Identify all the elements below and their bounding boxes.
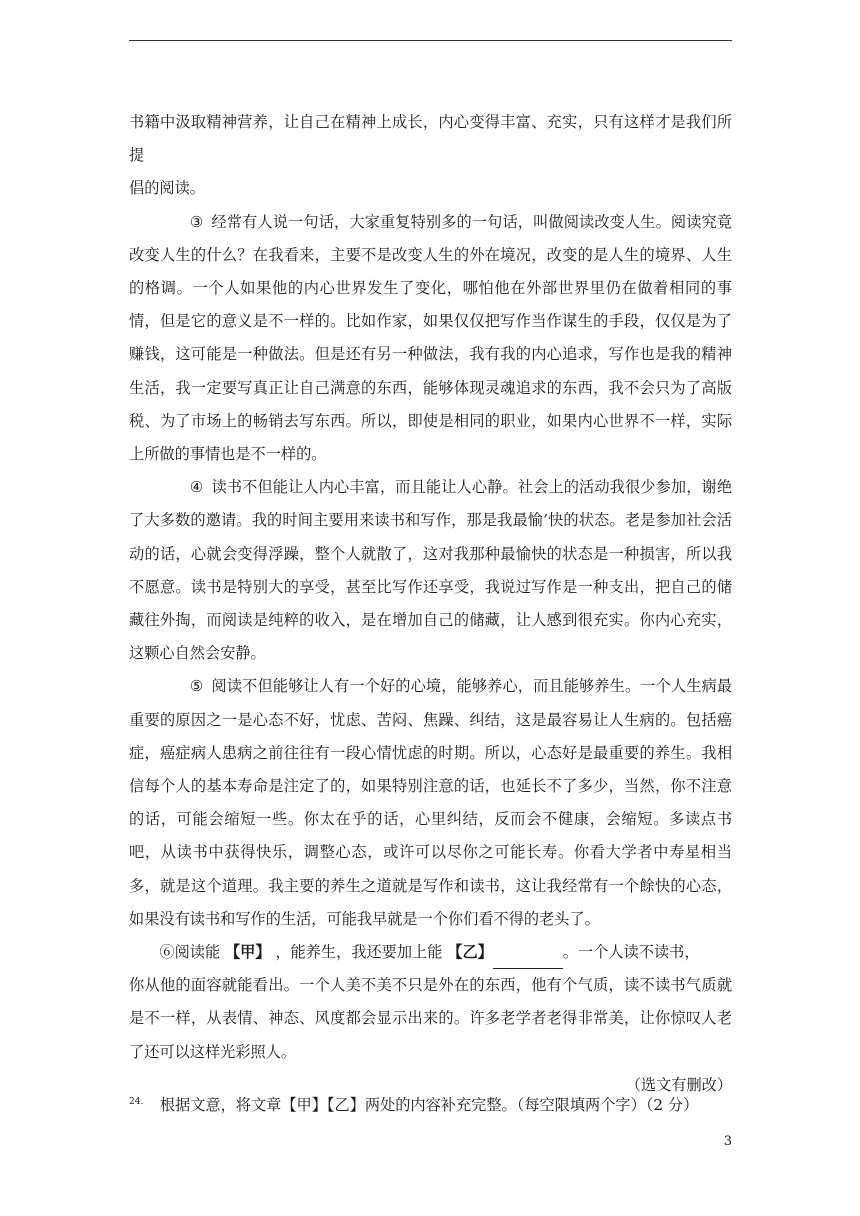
page-number: 3 (723, 1134, 732, 1149)
paragraph-number: ⑤ (189, 677, 204, 696)
paragraph-text: 你从他的面容就能看出。一个人美不美不只是外在的东西，他有个气质，读不读书气质就是不一样，从表情、神态、风度都会显示出来的。许多老学者老得非常美，让你惊叹人老了还可以这样光彩照人。 (129, 976, 732, 1061)
paragraph-5 (129, 670, 732, 936)
source-note: （选文有删改） (625, 1075, 732, 1094)
article-body (129, 106, 732, 1102)
blank-underline (493, 950, 563, 969)
paragraph-4 (129, 471, 732, 670)
question-number: 24. (129, 1097, 144, 1107)
paragraph-number: ③ (189, 212, 204, 231)
paragraph-2-ending (129, 106, 732, 206)
question-24 (129, 1086, 732, 1122)
paragraph-3 (129, 206, 732, 472)
paragraph-text: 经常有人说一句话，大家重复特别多的一句话，叫做阅读改变人生。阅读究竟改变人生的什么？在我看来，主要不是改变人生的外在境况，改变的是人生的境界、人生的格调。一个人如果他的内心世界发生了变化，哪怕他在外部世界里仍在做着相同的事情，但是它的意义是不一样的。比如作家，如果仅仅把写作当作谋生的手段，仅仅是为了赚钱，这可能是一种做法。但是还有另一种做法，我有我的内心追求，写作也是我的精神生活，我一定要写真正让自己满意的东西，能够体现灵魂追求的东西，我不会只为了高版税、为了市场上的畅销去写东西。所以，即使是相同的职业，如果内心世界不一样，实际上所做的事情也是不一样的。 (129, 212, 732, 464)
paragraph-6 (129, 936, 732, 1069)
blank-yi: 【乙】 (447, 943, 493, 962)
paragraph-text: ⑥阅读能 (159, 943, 221, 962)
text-line: 倡的阅读。 (129, 179, 205, 198)
paragraph-text: ，能养生，我还要加上能 (275, 943, 443, 962)
paragraph-text: 。一个人读不读书， (562, 943, 700, 962)
paragraph-number: ④ (189, 478, 204, 497)
header-rule (129, 40, 732, 41)
question-text: 根据文意，将文章【甲】【乙】两处的内容补充完整。（每空限填两个字）（2 分） (159, 1096, 699, 1115)
paragraph-text: 阅读不但能够让人有一个好的心境，能够养心，而且能够养生。一个人生病最重要的原因之一是心态不好，忧虑、苦闷、焦躁、纠结，这是最容易让人生病的。包括癌症，癌症病人患病之前往往有一段心情忧虑的时期。所以，心态好是最重要的养生。我相信每个人的基本寿命是注定了的，如果特别注意的话，也延长不了多少，当然，你不注意的话，可能会缩短一些。你太在乎的话，心里纠结，反而会不健康，会缩短。多读点书吧，从读书中获得快乐，调整心态，或许可以尽你之可能长寿。你看大学者中寿星相当多，就是这个道理。我主要的养生之道就是写作和读书，这让我经常有一个餘快的心态，如果没有读书和写作的生活，可能我早就是一个你们看不得的老头了。 (129, 677, 732, 928)
paragraph-text: 读书不但能让人内心丰富，而且能让人心静。社会上的活动我很少参加，谢绝了大多数的邀请。我的时间主要用来读书和写作，那是我最愉’快的状态。老是参加社会活动的话，心就会变得浮躁，整个人就散了，这对我那种最愉快的状态是一种损害，所以我不愿意。读书是特别大的享受，甚至比写作还享受，我说过写作是一种支出，把自己的储藏往外掏，而阅读是纯粹的收入，是在增加自己的储藏，让人感到很充实。你内心充实，这颗心自然会安静。 (129, 478, 732, 663)
text-line: 书籍中汲取精神营养，让自己在精神上成长，内心变得丰富、充实，只有这样才是我们所提 (129, 113, 732, 165)
blank-jia: 【甲】 (224, 943, 271, 962)
